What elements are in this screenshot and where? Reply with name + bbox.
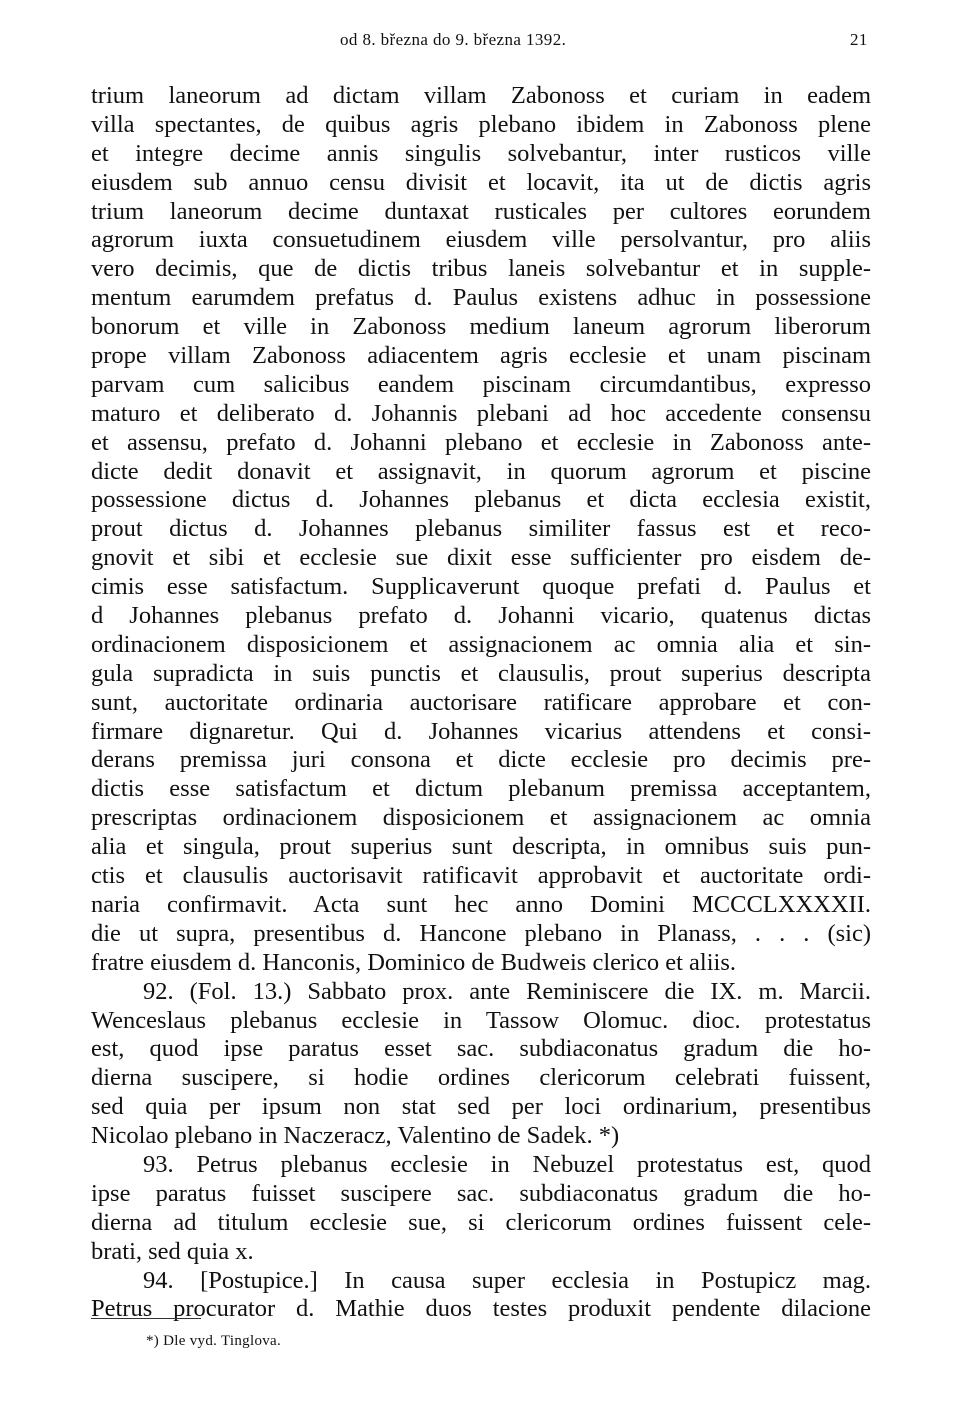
text-line: dicte dedit donavit et assignavit, in quorum agrorum et piscine (91, 457, 871, 485)
text-line: agrorum iuxta consuetudinem eiusdem ville persolvantur, pro aliis (91, 226, 871, 254)
running-title: od 8. března do 9. března 1392. (340, 30, 567, 49)
footnote: *) Dle vyd. Tinglova. (146, 1333, 282, 1349)
text-line: d Johannes plebanus prefato d. Johanni vicario, quatenus dictas (91, 602, 871, 630)
text-line: ipse paratus fuisset suscipere sac. subdiaconatus gradum die ho- (91, 1179, 871, 1207)
text-line: est, quod ipse paratus esset sac. subdiaconatus gradum die ho- (91, 1035, 871, 1063)
text-line: sed quia per ipsum non stat sed per loci ordinarium, presentibus (91, 1093, 871, 1121)
text-line: die ut supra, presentibus d. Hancone plebano in Planass, . . . (sic) (91, 919, 871, 947)
text-line: prescriptas ordinacionem disposicionem et assignacionem ac omnia (91, 804, 871, 832)
body-text (91, 82, 871, 1324)
text-line: maturo et deliberato d. Johannis plebani ad hoc accedente consensu (91, 399, 871, 427)
text-line: derans premissa juri consona et dicte ecclesie pro decimis pre- (91, 746, 871, 774)
text-line: sunt, auctoritate ordinaria auctorisare ratificare approbare et con- (91, 688, 871, 716)
footnote-divider (91, 1318, 201, 1319)
text-line: Petrus procurator d. Mathie duos testes produxit pendente dilacione (91, 1295, 871, 1323)
text-line: prout dictus d. Johannes plebanus similiter fassus est et reco- (91, 515, 871, 543)
text-line: bonorum et ville in Zabonoss medium laneum agrorum liberorum (91, 313, 871, 341)
text-line: dierna ad titulum ecclesie sue, si clericorum ordines fuissent cele- (91, 1208, 871, 1236)
text-line: parvam cum salicibus eandem piscinam circumdantibus, expresso (91, 370, 871, 398)
text-line: cimis esse satisfactum. Supplicaverunt quoque prefati d. Paulus et (91, 573, 871, 601)
text-line: possessione dictus d. Johannes plebanus et dicta ecclesia existit, (91, 486, 871, 514)
text-line: dierna suscipere, si hodie ordines clericorum celebrati fuissent, (91, 1064, 871, 1092)
text-line: eiusdem sub annuo censu divisit et locavit, ita ut de dictis agris (91, 168, 871, 196)
text-line: gnovit et sibi et ecclesie sue dixit esse sufficienter pro eisdem de- (91, 544, 871, 572)
text-line: Nicolao plebano in Naczeracz, Valentino de Sadek. *) (91, 1122, 620, 1150)
text-line: 94. [Postupice.] In causa super ecclesia in Postupicz mag. (143, 1266, 871, 1294)
text-line: fratre eiusdem d. Hanconis, Dominico de Budweis clerico et aliis. (91, 948, 736, 976)
text-line: ordinacionem disposicionem et assignacionem ac omnia alia et sin- (91, 630, 871, 658)
text-line: mentum earumdem prefatus d. Paulus existens adhuc in possessione (91, 284, 871, 312)
running-header (0, 30, 960, 56)
text-line: dictis esse satisfactum et dictum plebanum premissa acceptantem, (91, 775, 871, 803)
text-line: brati, sed quia x. (91, 1237, 254, 1265)
text-line: trium laneorum decime duntaxat rusticales per cultores eorundem (91, 197, 871, 225)
text-line: ctis et clausulis auctorisavit ratificavit approbavit et auctoritate ordi- (91, 862, 871, 890)
text-line: alia et singula, prout superius sunt descripta, in omnibus suis pun- (91, 833, 871, 861)
text-line: 93. Petrus plebanus ecclesie in Nebuzel protestatus est, quod (143, 1150, 871, 1178)
text-line: prope villam Zabonoss adiacentem agris ecclesie et unam piscinam (91, 342, 871, 370)
text-line: gula supradicta in suis punctis et clausulis, prout superius descripta (91, 659, 871, 687)
text-line: vero decimis, que de dictis tribus laneis solvebantur et in supple- (91, 255, 871, 283)
text-line: villa spectantes, de quibus agris plebano ibidem in Zabonoss plene (91, 110, 871, 138)
text-line: trium laneorum ad dictam villam Zabonoss et curiam in eadem (91, 82, 871, 109)
page-number: 21 (850, 30, 868, 49)
text-line: naria confirmavit. Acta sunt hec anno Domini MCCCLXXXXII. (91, 890, 871, 918)
text-line: 92. (Fol. 13.) Sabbato prox. ante Reminiscere die IX. m. Marcii. (143, 977, 871, 1005)
text-line: Wenceslaus plebanus ecclesie in Tassow Olomuc. dioc. protestatus (91, 1006, 871, 1034)
text-line: firmare dignaretur. Qui d. Johannes vicarius attendens et consi- (91, 717, 871, 745)
text-line: et integre decime annis singulis solvebantur, inter rusticos ville (91, 139, 871, 167)
text-line: et assensu, prefato d. Johanni plebano et ecclesie in Zabonoss ante- (91, 428, 871, 456)
